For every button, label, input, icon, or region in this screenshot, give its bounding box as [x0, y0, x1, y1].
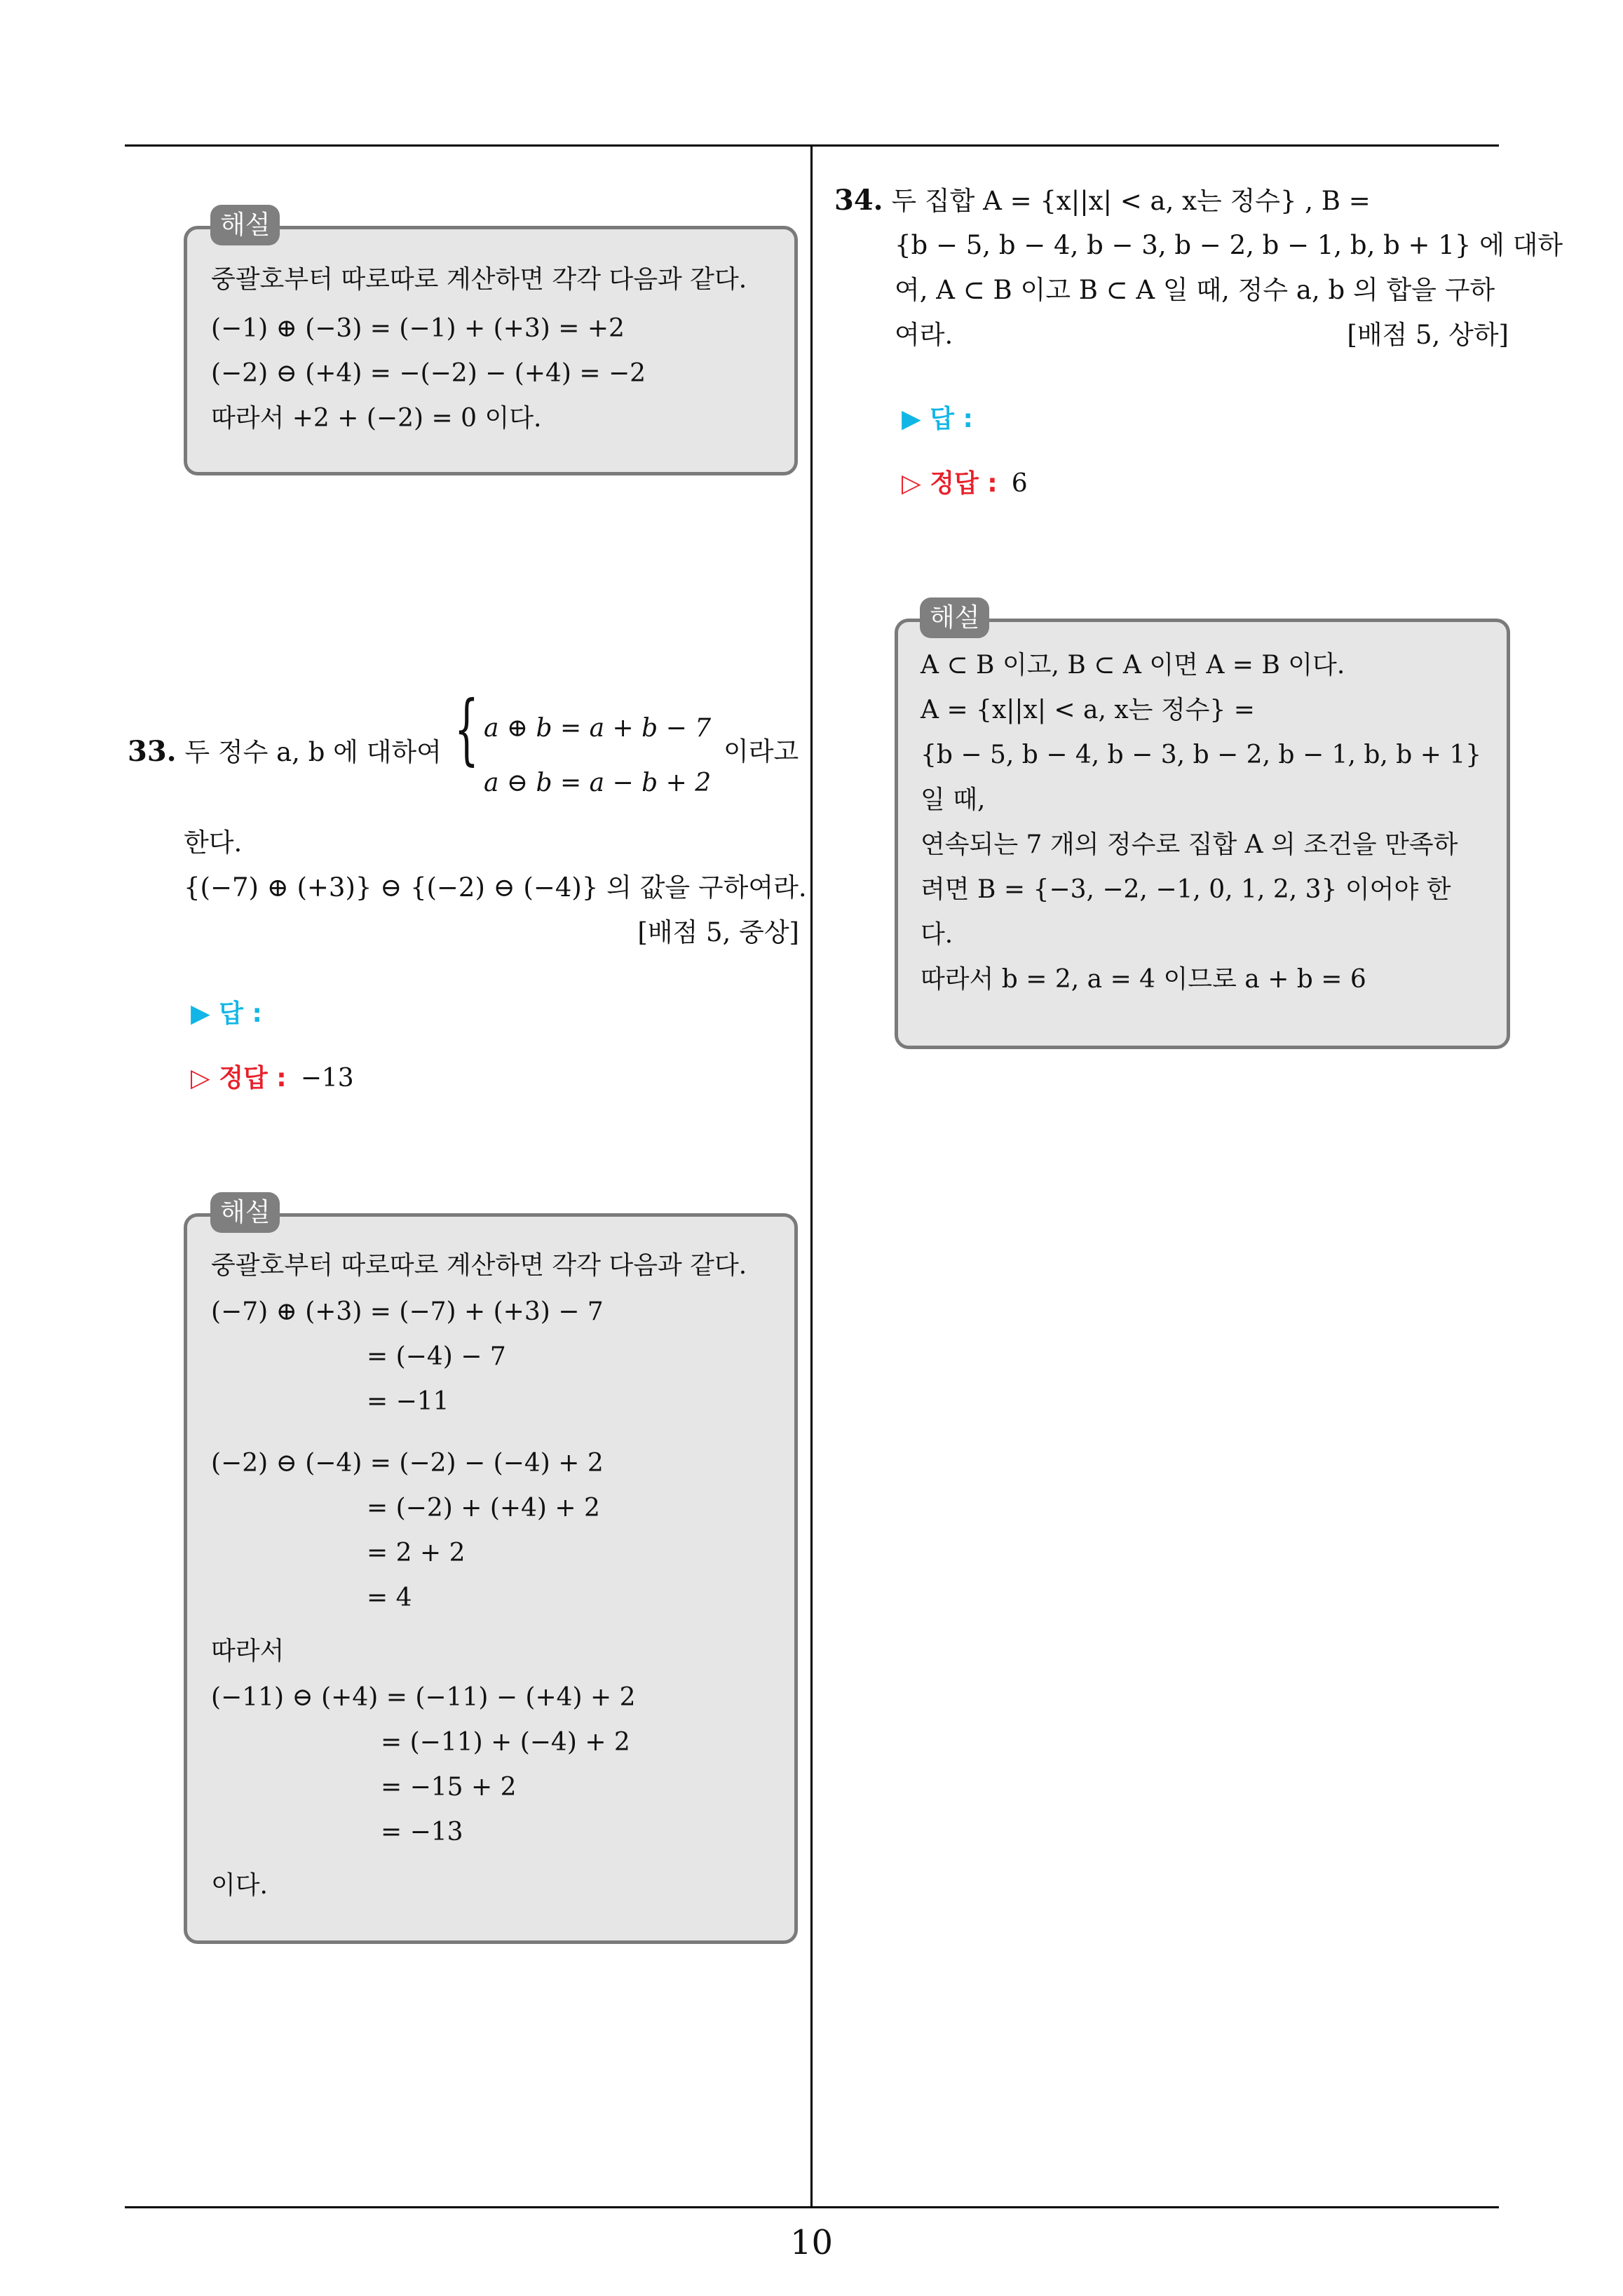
question-34 [834, 178, 1371, 224]
solution-tag: 해설 [920, 597, 989, 638]
question-number: 33. [128, 735, 177, 768]
correct-answer-label: ▷ 정답 : [191, 1064, 287, 1093]
solution-line: 연속되는 7 개의 정수로 집합 A 의 조건을 만족하 [921, 830, 1458, 859]
question-points: [배점 5, 중상] [637, 917, 799, 947]
solution-step: (−11) ⊖ (+4) = (−11) − (+4) + 2 [211, 1683, 636, 1712]
solution-step: (−7) ⊕ (+3) = (−7) + (+3) − 7 [211, 1297, 604, 1326]
question-number: 34. [834, 184, 883, 217]
solution-line: (−1) ⊕ (−3) = (−1) + (+3) = +2 [211, 314, 625, 343]
question-line: {(−7) ⊕ (+3)} ⊖ {(−2) ⊖ (−4)} 의 값을 구하여라. [184, 872, 807, 903]
correct-answer-label: ▷ 정답 : [902, 469, 998, 498]
solution-step: = −11 [367, 1387, 449, 1416]
question-line: 여라. [895, 320, 953, 350]
answer-field[interactable]: ▶ 답 : [191, 999, 262, 1028]
solution-line: 려면 B = {−3, −2, −1, 0, 1, 2, 3} 이어야 한 [921, 875, 1451, 904]
solution-step: = −13 [381, 1818, 463, 1846]
solution-step: = −15 + 2 [381, 1773, 517, 1802]
solution-box-34 [895, 619, 1510, 1049]
correct-answer [191, 1058, 354, 1100]
answer-field[interactable]: ▶ 답 : [902, 405, 973, 433]
question-intro: 두 정수 a, b 에 대하여 [184, 737, 442, 767]
solution-tag: 해설 [210, 205, 280, 245]
solution-step: = (−11) + (−4) + 2 [381, 1728, 630, 1757]
page-number: 10 [789, 2223, 834, 2262]
solution-tag: 해설 [210, 1192, 280, 1233]
solution-end: 이다. [211, 1871, 268, 1900]
operation-definition-2: a ⊖ b = a − b + 2 [484, 769, 712, 797]
question-line: {b − 5, b − 4, b − 3, b − 2, b − 1, b, b + 1} 에 대하 [895, 230, 1563, 260]
solution-line: 따라서 +2 + (−2) = 0 이다. [211, 404, 542, 433]
question-points: [배점 5, 상하] [1347, 320, 1509, 350]
question-line: 여, A ⊂ B 이고 B ⊂ A 일 때, 정수 a, b 의 합을 구하 [895, 275, 1495, 305]
solution-step: = (−4) − 7 [367, 1342, 506, 1371]
correct-answer-value: 6 [1011, 469, 1028, 498]
solution-intro: 중괄호부터 따로따로 계산하면 각각 다음과 같다. [211, 1251, 747, 1280]
solution-line: A = {x||x| < a, x는 정수} = [921, 696, 1255, 724]
solution-step: = 4 [367, 1583, 412, 1612]
solution-line: 따라서 b = 2, a = 4 이므로 a + b = 6 [921, 965, 1366, 994]
solution-line: A ⊂ B 이고, B ⊂ A 이면 A = B 이다. [921, 651, 1345, 680]
operation-definition-1: a ⊕ b = a + b − 7 [484, 714, 712, 743]
solution-step: (−2) ⊖ (−4) = (−2) − (−4) + 2 [211, 1449, 604, 1478]
solution-line: {b − 5, b − 4, b − 3, b − 2, b − 1, b, b + 1} [921, 741, 1482, 769]
solution-box-32 [184, 226, 798, 475]
question-line: 두 집합 A = {x||x| < a, x는 정수} , B = [891, 186, 1371, 216]
brace-icon: { [454, 684, 479, 774]
solution-step: = 2 + 2 [367, 1539, 466, 1567]
solution-connector: 따라서 [211, 1637, 285, 1666]
solution-line: 중괄호부터 따로따로 계산하면 각각 다음과 같다. [211, 265, 747, 294]
solution-step: = (−2) + (+4) + 2 [367, 1494, 600, 1522]
solution-line: 일 때, [921, 785, 986, 814]
question-suffix: 이라고 [724, 736, 799, 767]
solution-box-33 [184, 1213, 798, 1944]
solution-line: (−2) ⊖ (+4) = −(−2) − (+4) = −2 [211, 359, 646, 388]
column-divider [810, 144, 813, 2208]
correct-answer-value: −13 [300, 1064, 354, 1093]
question-33 [128, 729, 442, 775]
solution-line: 다. [921, 920, 953, 949]
correct-answer [902, 463, 1028, 505]
question-line: 한다. [184, 828, 243, 858]
